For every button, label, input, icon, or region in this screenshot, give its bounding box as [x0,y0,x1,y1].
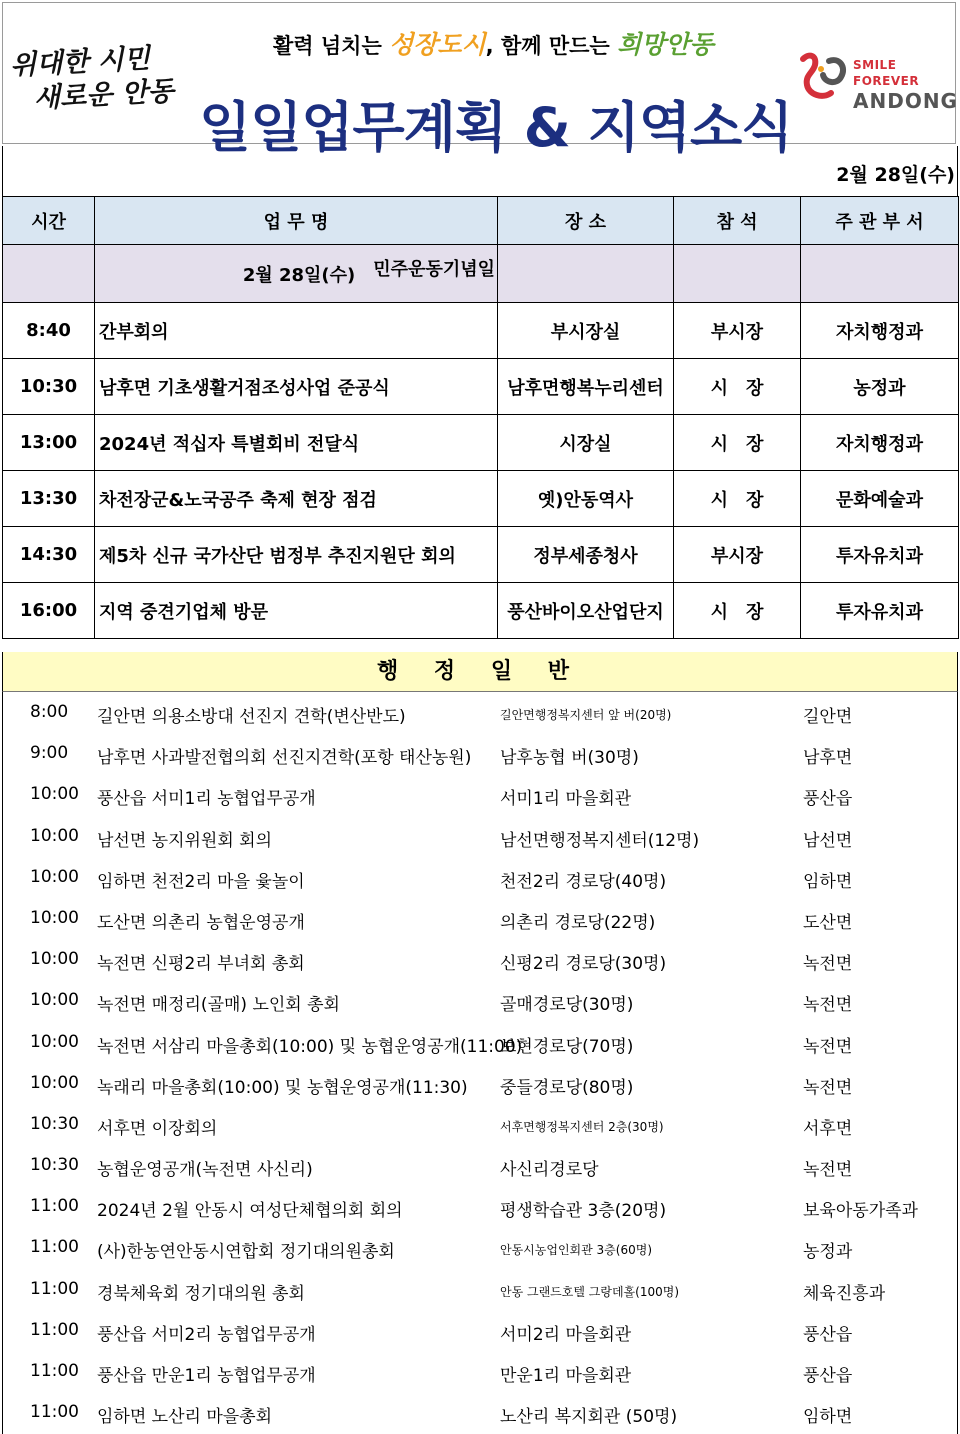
page-title: 일일업무계획 & 지역소식 [199,96,793,159]
cell-time: 13:00 [3,415,95,471]
admin-task: 남후면 사과발전협의회 선진지견학(포항 태산농원) [97,748,472,769]
list-item [2,816,958,857]
admin-task: 녹래리 마을총회(10:00) 및 농협운영공개(11:30) [97,1077,468,1098]
admin-time: 10:00 [30,866,79,887]
holiday-empty-cell [498,245,674,303]
admin-task: (사)한농연안동시연합회 정기대의원총회 [97,1242,395,1263]
admin-task: 2024년 2월 안동시 여성단체협의회 회의 [97,1201,403,1222]
list-item [2,1392,958,1433]
cell-time: 10:30 [3,359,95,415]
cell-time: 16:00 [3,583,95,639]
tagline-highlight-growth: 성장도시 [389,30,486,59]
admin-time: 10:00 [30,1031,79,1052]
cell-attendee: 시 장 [674,583,801,639]
admin-place: 길안면행정복지센터 앞 버(20명) [500,708,672,722]
admin-place: 신평2리 경로당(30명) [500,954,667,975]
logo-line-2: ANDONG [853,89,958,113]
admin-task: 풍산읍 서미2리 농협업무공개 [97,1324,316,1345]
cell-dept: 자치행정과 [801,415,959,471]
list-item [2,1063,958,1104]
cell-task: 제5차 신규 국가산단 범정부 추진지원단 회의 [95,527,498,583]
admin-task: 임하면 노산리 마을총회 [97,1407,273,1428]
admin-place: 중들경로당(80명) [500,1077,634,1098]
cell-attendee: 시 장 [674,471,801,527]
admin-time: 11:00 [30,1237,79,1258]
city-slogan [9,41,182,118]
table-row [3,359,959,415]
table-row [3,471,959,527]
cell-task: 지역 중견기업체 방문 [95,583,498,639]
cell-attendee: 시 장 [674,359,801,415]
cell-task: 2024년 적십자 특별회비 전달식 [95,415,498,471]
admin-time: 11:00 [30,1361,79,1381]
admin-dept: 임하면 [803,871,853,892]
table-row [3,527,959,583]
admin-time: 10:00 [30,784,79,805]
admin-task: 임하면 천전2리 마을 윷놀이 [97,871,305,892]
admin-place: 안동 그랜드호텔 그랑데홀(100명) [500,1284,680,1299]
admin-time: 11:00 [30,1278,79,1299]
cell-time: 14:30 [3,527,95,583]
holiday-cell [95,245,498,303]
admin-place: 만운1리 마을회관 [500,1366,632,1386]
admin-place: 골매경로당(30명) [500,995,634,1016]
admin-time: 11:00 [30,1196,79,1217]
admin-dept: 녹전면 [803,995,853,1016]
cell-place: 정부세종청사 [498,527,674,583]
admin-place: 남후농협 버(30명) [500,748,639,769]
admin-time: 9:00 [30,743,69,764]
report-date: 2월 28일(수) [836,164,955,186]
holiday-empty-cell [801,245,959,303]
cell-dept: 투자유치과 [801,583,959,639]
column-header-place: 장 소 [498,197,674,245]
admin-place: 보현경로당(70명) [500,1036,634,1057]
table-row [3,303,959,359]
list-item [2,1104,958,1145]
admin-place: 노산리 복지회관 (50명) [500,1407,678,1428]
admin-time: 10:00 [30,907,79,928]
cell-task: 차전장군&노국공주 축제 현장 점검 [95,471,498,527]
admin-task: 녹전면 신평2리 부녀회 총회 [97,954,305,975]
admin-time: 10:00 [30,825,79,846]
admin-place: 서후면행정복지센터 2층(30명) [500,1119,664,1134]
cell-attendee: 부시장 [674,527,801,583]
logo-line-1: SMILE FOREVER [853,58,920,88]
header-banner [2,2,958,159]
admin-dept: 풍산읍 [803,1324,853,1345]
admin-task: 서후면 이장회의 [97,1118,218,1139]
cell-place: 풍산바이오산업단지 [498,583,674,639]
admin-dept: 도산면 [803,912,853,933]
slogan-line-2: 새로운 안동 [33,75,175,115]
admin-task: 녹전면 매정리(골매) 노인회 총회 [97,995,340,1016]
admin-place: 안동시농업인회관 3층(60명) [500,1243,653,1258]
cell-place: 부시장실 [498,303,674,359]
list-item [2,692,958,733]
list-item [2,1186,958,1227]
admin-place: 의촌리 경로당(22명) [500,912,656,933]
tagline-part: , 함께 만드는 [485,34,618,58]
cell-attendee: 부시장 [674,303,801,359]
admin-dept: 풍산읍 [803,789,853,810]
admin-task: 농협운영공개(녹전면 사신리) [97,1160,313,1181]
admin-time: 11:00 [30,1402,79,1423]
admin-time: 10:00 [30,1072,79,1093]
admin-dept: 남후면 [803,748,853,769]
slogan-line-1: 위대한 시민 [9,43,151,82]
admin-place: 서미1리 마을회관 [500,789,632,810]
admin-task: 풍산읍 만운1리 농협업무공개 [97,1366,316,1386]
cell-dept: 문화예술과 [801,471,959,527]
list-item [2,774,958,815]
cell-task: 남후면 기초생활거점조성사업 준공식 [95,359,498,415]
admin-task: 풍산읍 서미1리 농협업무공개 [97,789,316,810]
admin-dept: 보육아동가족과 [803,1201,918,1222]
cell-time: 8:40 [3,303,95,359]
admin-dept: 서후면 [803,1118,853,1139]
table-row [3,415,959,471]
list-item [2,1269,958,1310]
admin-place: 평생학습관 3층(20명) [500,1201,667,1222]
list-item [2,733,958,774]
admin-dept: 녹전면 [803,1036,853,1057]
admin-task: 남선면 농지위원회 회의 [97,830,273,851]
list-item [2,1145,958,1186]
admin-dept: 녹전면 [803,1160,853,1181]
cell-dept: 농정과 [801,359,959,415]
list-item [2,1227,958,1268]
admin-dept: 남선면 [803,830,853,851]
tagline-part: 활력 넘치는 [273,34,390,58]
cell-dept: 자치행정과 [801,303,959,359]
admin-place: 사신리경로당 [500,1160,599,1181]
list-item [2,980,958,1021]
column-header-time: 시간 [3,197,95,245]
list-item [2,1022,958,1063]
schedule-table [2,196,959,639]
cell-dept: 투자유치과 [801,527,959,583]
cell-task: 간부회의 [95,303,498,359]
admin-place: 남선면행정복지센터(12명) [500,830,700,851]
tagline [273,25,714,61]
smile-logo-icon [795,49,851,105]
holiday-row [3,245,959,303]
cell-place: 남후면행복누리센터 [498,359,674,415]
admin-dept: 길안면 [803,707,853,727]
list-item [2,1351,958,1392]
admin-time: 10:30 [30,1155,79,1176]
holiday-empty-cell [3,245,95,303]
cell-place: 시장실 [498,415,674,471]
admin-time: 10:30 [30,1113,79,1134]
column-header-attendee: 참 석 [674,197,801,245]
admin-time: 8:00 [30,702,69,722]
admin-place: 서미2리 마을회관 [500,1324,632,1345]
cell-time: 13:30 [3,471,95,527]
holiday-date: 2월 28일(수) [242,264,356,286]
list-item [2,939,958,980]
admin-task: 도산면 의촌리 농협운영공개 [97,912,305,933]
column-header-task: 업 무 명 [95,197,498,245]
admin-task: 경북체육회 정기대의원 총회 [97,1283,305,1304]
admin-dept: 농정과 [803,1242,853,1263]
cell-attendee: 시 장 [674,415,801,471]
holiday-empty-cell [674,245,801,303]
admin-dept: 녹전면 [803,954,853,975]
list-item [2,898,958,939]
list-item [2,1310,958,1351]
admin-dept: 체육진흥과 [803,1283,886,1304]
admin-task: 길안면 의용소방대 선진지 견학(변산반도) [97,707,406,727]
admin-dept: 녹전면 [803,1077,853,1098]
admin-task: 녹전면 서삼리 마을총회(10:00) 및 농협운영공개(11:00) [97,1036,523,1057]
admin-section-title: 행 정 일 반 [2,652,958,692]
table-row [3,583,959,639]
admin-time: 10:00 [30,990,79,1011]
admin-dept: 풍산읍 [803,1366,853,1386]
admin-list [2,692,958,1433]
list-item [2,857,958,898]
andong-logo [795,49,958,113]
admin-time: 11:00 [30,1319,79,1340]
admin-time: 10:00 [30,949,79,970]
tagline-highlight-hope: 희망안동 [617,30,714,59]
column-header-dept: 주 관 부 서 [801,197,959,245]
admin-dept: 임하면 [803,1407,853,1428]
holiday-name: 민주운동기념일 [373,258,495,280]
date-row [2,146,958,196]
table-header-row [3,197,959,245]
admin-place: 천전2리 경로당(40명) [500,871,667,892]
cell-place: 옛)안동역사 [498,471,674,527]
